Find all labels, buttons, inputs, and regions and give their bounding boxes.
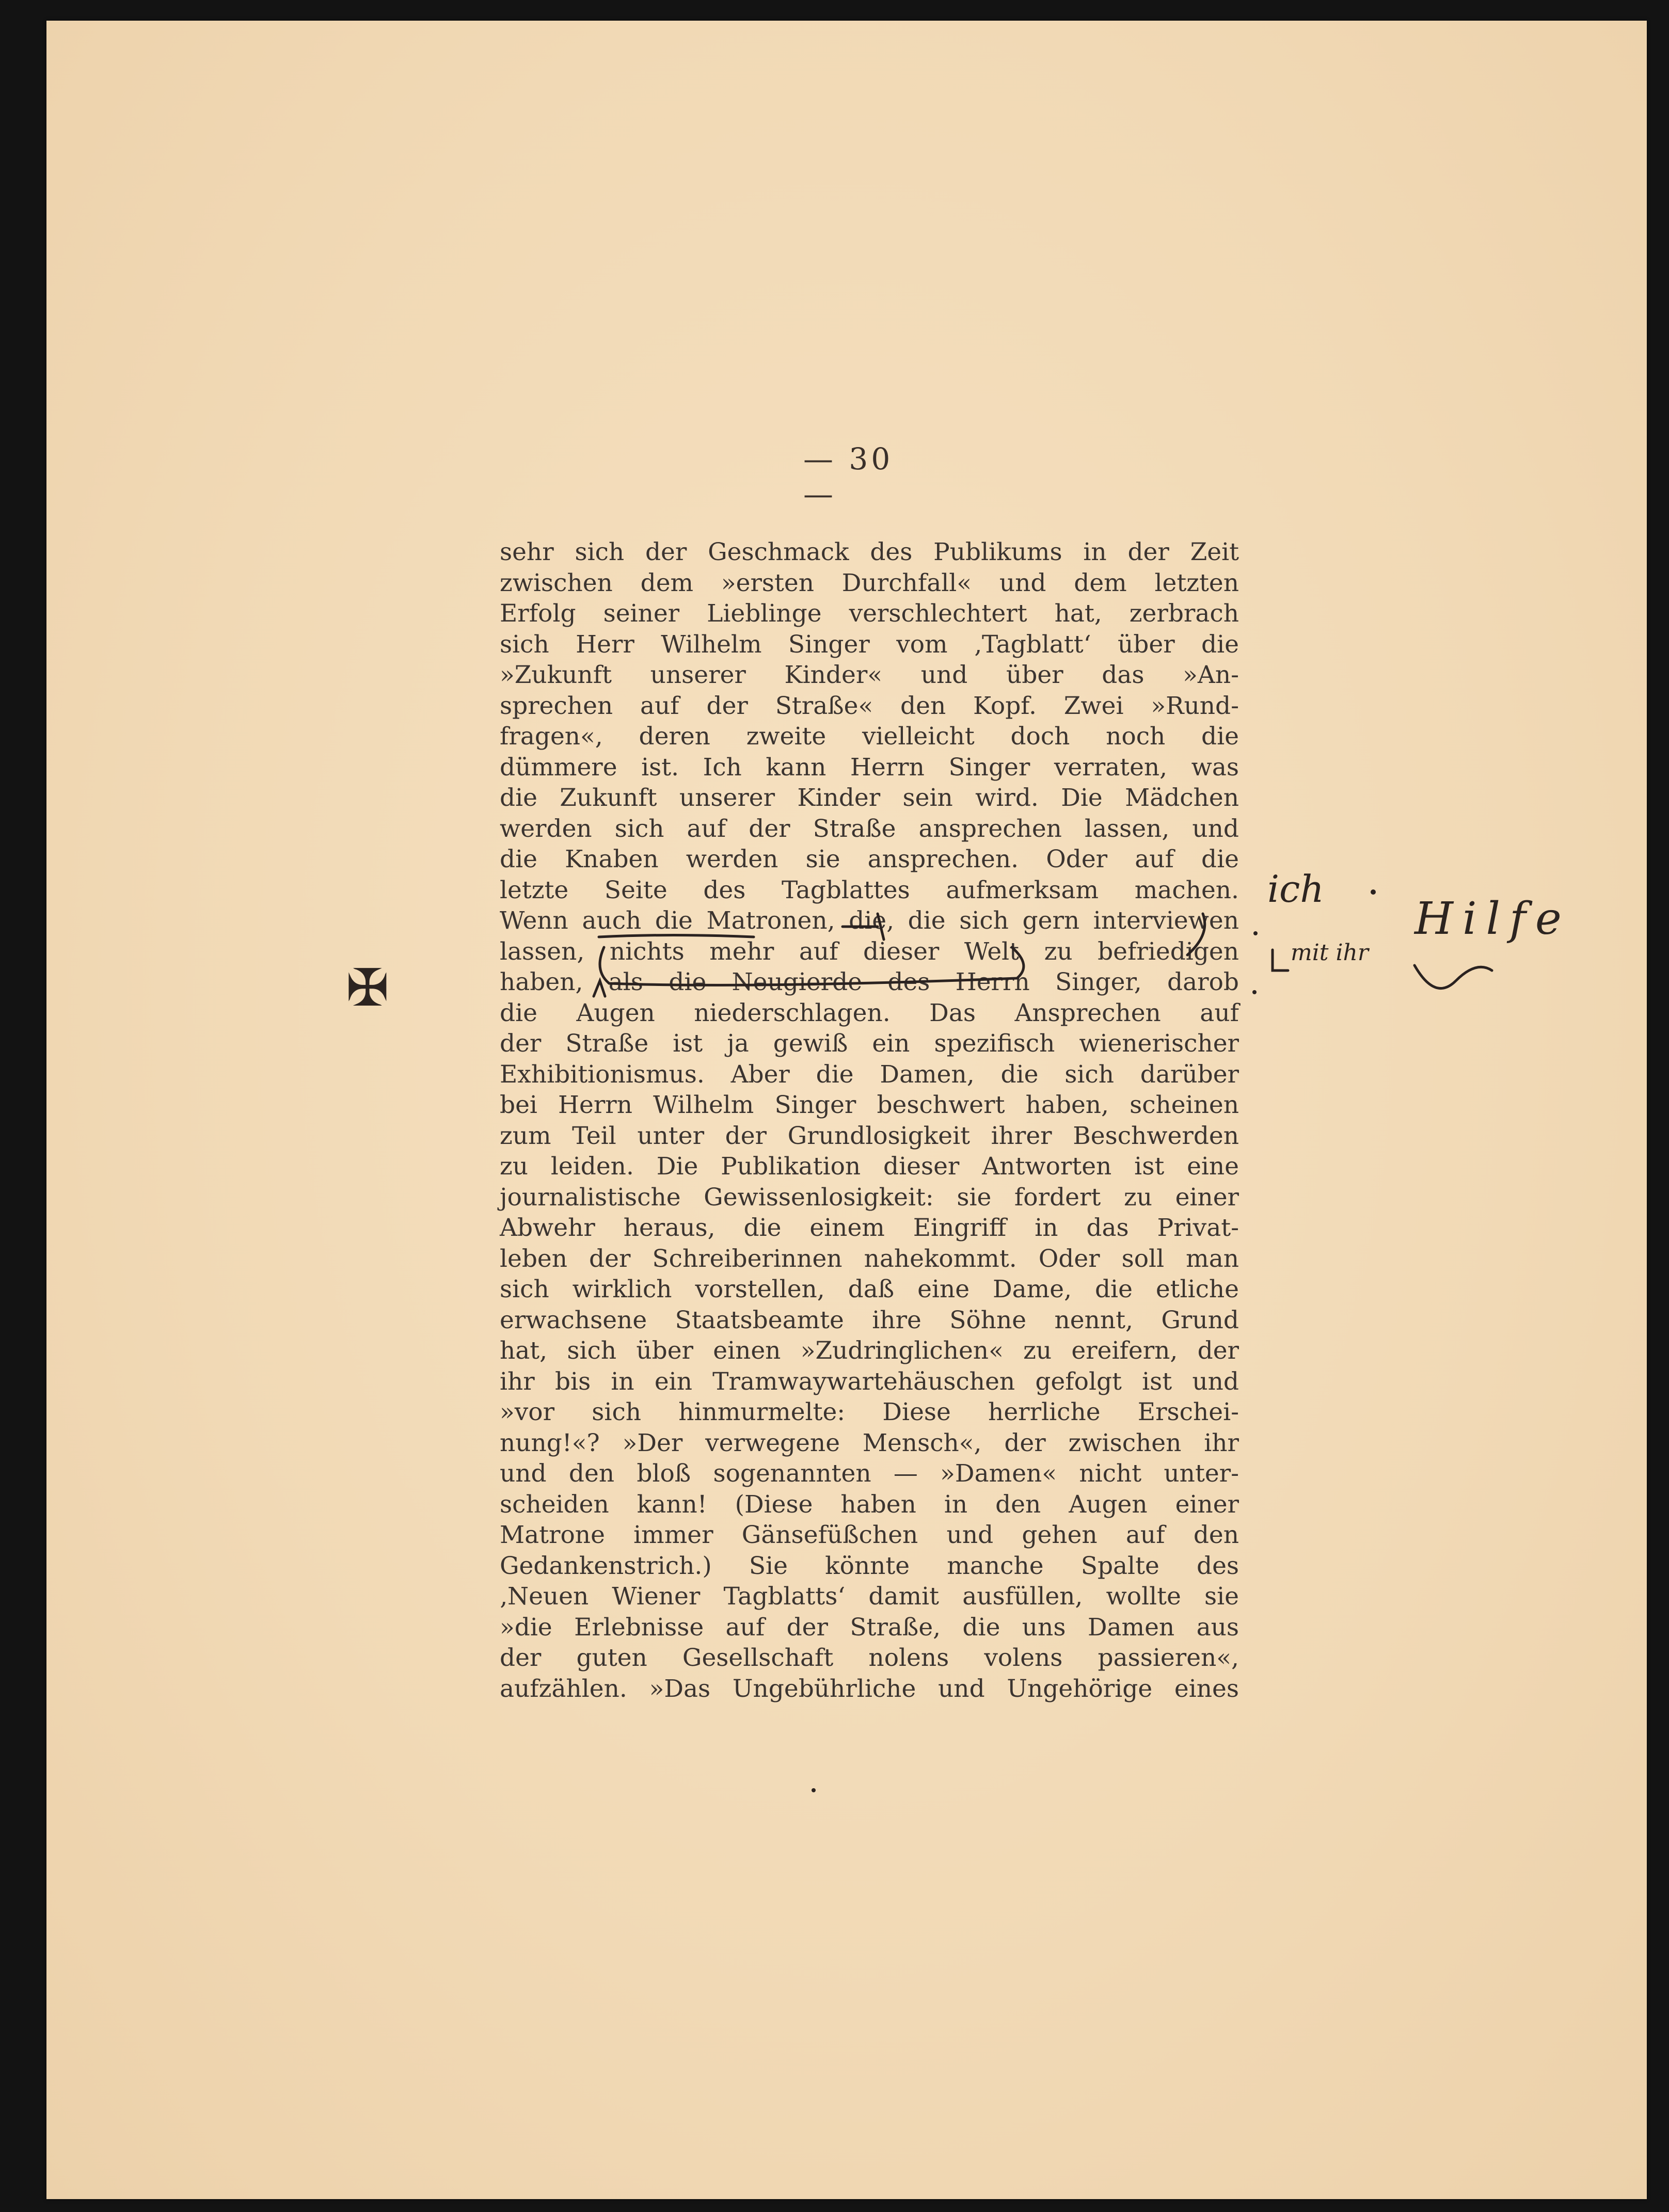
text-line: ‚Neuen Wiener Tagblatts‘ damit ausfüllen, wollte sie <box>500 1582 1239 1611</box>
text-line: erwachsene Staatsbeamte ihre Söhne nennt, Grund <box>500 1306 1239 1334</box>
text-line: Wenn auch die Matronen, die, die sich gern interviewen <box>500 906 1239 935</box>
text-line: letzte Seite des Tagblattes aufmerksam machen. <box>500 876 1239 904</box>
text-line: Abwehr heraus, die einem Eingriff in das Privat- <box>500 1214 1239 1242</box>
text-line: sprechen auf der Straße« den Kopf. Zwei »Rund- <box>500 691 1239 720</box>
text-line: sehr sich der Geschmack des Publikums in der Zeit <box>500 538 1239 566</box>
text-line: dümmere ist. Ich kann Herrn Singer verraten, was <box>500 753 1239 782</box>
text-line: der guten Gesellschaft nolens volens passieren«, <box>500 1644 1239 1672</box>
text-line: der Straße ist ja gewiß ein spezifisch wienerischer <box>500 1029 1239 1058</box>
text-line: werden sich auf der Straße ansprechen lassen, und <box>500 814 1239 843</box>
text-line: hat, sich über einen »Zudringlichen« zu ereifern, der <box>500 1336 1239 1365</box>
text-line: Exhibitionismus. Aber die Damen, die sich darüber <box>500 1060 1239 1089</box>
text-line: zum Teil unter der Grundlosigkeit ihrer Beschwerden <box>500 1121 1239 1150</box>
text-line: haben, als die Neugierde des Herrn Singer, darob <box>500 968 1239 996</box>
text-line: bei Herrn Wilhelm Singer beschwert haben, scheinen <box>500 1091 1239 1119</box>
text-line: die Augen niederschlagen. Das Ansprechen auf <box>500 998 1239 1027</box>
body-text <box>500 537 1239 1704</box>
text-line: und den bloß sogenannten — »Damen« nicht unter- <box>500 1459 1239 1488</box>
text-line: »Zukunft unserer Kinder« und über das »An- <box>500 661 1239 689</box>
margin-note-ich: ich <box>1267 867 1324 911</box>
text-line: »die Erlebnisse auf der Straße, die uns Damen aus <box>500 1613 1239 1642</box>
text-line: »vor sich hinmurmelte: Diese herrliche Erschei- <box>500 1398 1239 1426</box>
text-line: ihr bis in ein Tramwaywartehäuschen gefolgt ist und <box>500 1367 1239 1396</box>
text-line: zwischen dem »ersten Durchfall« und dem letzten <box>500 568 1239 597</box>
text-line: zu leiden. Die Publikation dieser Antworten ist eine <box>500 1152 1239 1181</box>
text-line: die Knaben werden sie ansprechen. Oder auf die <box>500 845 1239 873</box>
text-line: Erfolg seiner Lieblinge verschlechtert hat, zerbrach <box>500 599 1239 628</box>
page-number: — 30 — <box>803 441 894 512</box>
text-line: nung!«? »Der verwegene Mensch«, der zwischen ihr <box>500 1428 1239 1457</box>
text-line: die Zukunft unserer Kinder sein wird. Die Mädchen <box>500 784 1239 812</box>
text-line: fragen«, deren zweite vielleicht doch noch die <box>500 722 1239 751</box>
margin-note-mit-ihr: mit ihr <box>1291 940 1369 966</box>
text-line: journalistische Gewissenlosigkeit: sie fordert zu einer <box>500 1183 1239 1212</box>
text-line: scheiden kann! (Diese haben in den Augen einer <box>500 1490 1239 1519</box>
margin-note-hilfe: Hilfe <box>1414 893 1571 945</box>
text-line: sich Herr Wilhelm Singer vom ‚Tagblatt‘ über die <box>500 630 1239 659</box>
text-line: sich wirklich vorstellen, daß eine Dame, die etliche <box>500 1275 1239 1303</box>
text-line: Matrone immer Gänsefüßchen und gehen auf den <box>500 1521 1239 1549</box>
text-line: leben der Schreiberinnen nahekommt. Oder soll man <box>500 1244 1239 1273</box>
text-line: aufzählen. »Das Ungebührliche und Ungehörige eines <box>500 1674 1239 1703</box>
text-line: Gedankenstrich.) Sie könnte manche Spalte des <box>500 1551 1239 1580</box>
margin-correction-mark: ✠ <box>346 958 389 1018</box>
text-line: lassen, nichts mehr auf dieser Welt zu befriedigen <box>500 937 1239 966</box>
